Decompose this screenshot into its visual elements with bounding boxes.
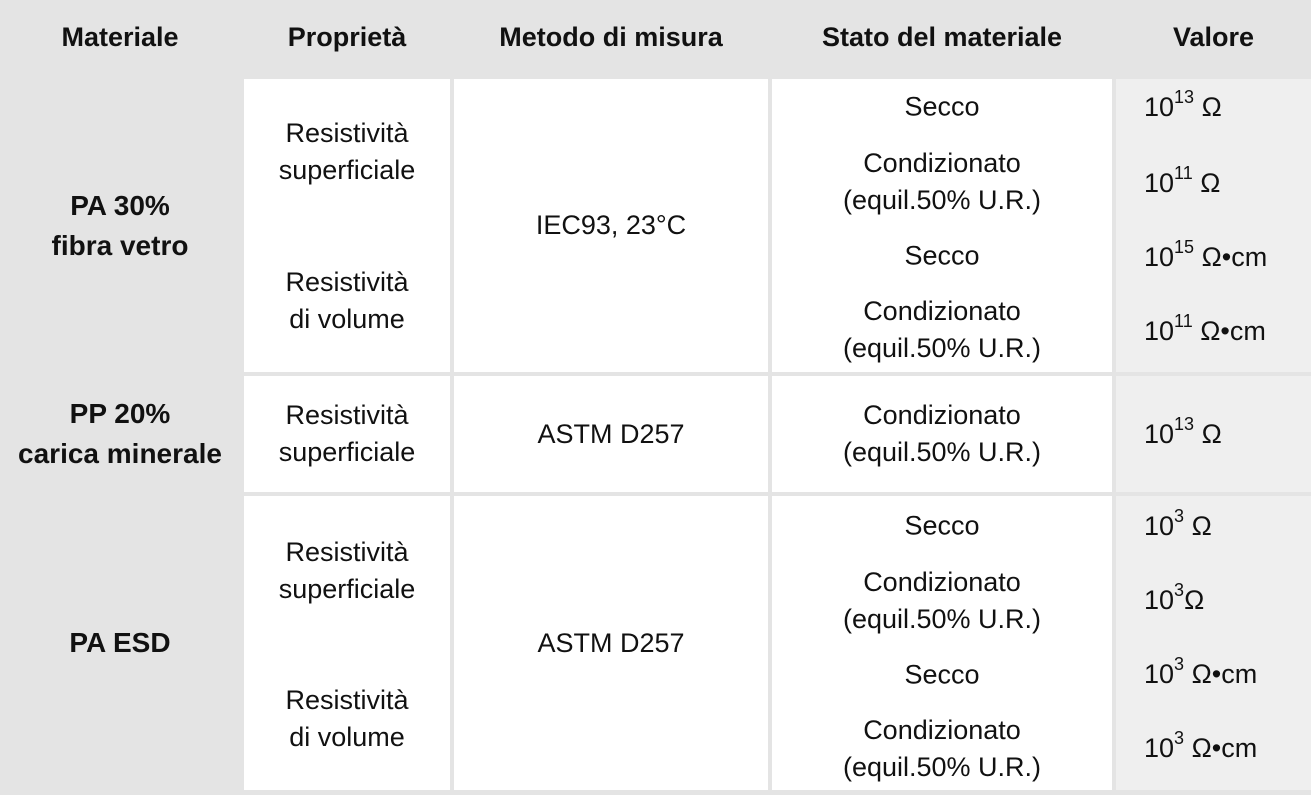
material-line: PP 20% (69, 398, 171, 429)
state-item (772, 293, 1112, 367)
property-line: di volume (289, 304, 405, 334)
property-line: Resistività (285, 267, 409, 297)
state-line: (equil.50% U.R.) (842, 333, 1042, 363)
state-line: Secco (904, 510, 980, 541)
state-item (772, 712, 1112, 786)
value-item: $10^3\Omega$ (1144, 580, 1205, 615)
material-line: PA 30% (70, 189, 170, 221)
material-cell (0, 496, 240, 790)
property-item (244, 534, 450, 608)
material-line: carica minerale (18, 438, 222, 469)
state-item (772, 508, 1112, 545)
state-item (772, 89, 1112, 126)
property-cell (244, 496, 450, 790)
property-line: di volume (289, 722, 405, 752)
property-cell (244, 79, 450, 372)
property-item (244, 682, 450, 756)
property-line: Resistività (285, 685, 409, 715)
state-line: Secco (904, 659, 980, 690)
header-metodo: Metodo di misura (454, 0, 768, 75)
state-line: Condizionato (863, 148, 1021, 178)
value-cell (1116, 376, 1311, 492)
value-item: $10^{11}$ Ω•cm (1144, 311, 1266, 346)
method-cell: ASTM D257 (454, 496, 768, 790)
header-materiale: Materiale (0, 0, 240, 75)
property-item (244, 264, 450, 338)
state-item (772, 564, 1112, 638)
material-cell (0, 79, 240, 372)
value-item: $10^3$ Ω (1144, 506, 1212, 541)
state-item (772, 657, 1112, 694)
header-valore: Valore (1116, 0, 1311, 75)
state-line: Condizionato (863, 567, 1021, 597)
state-line: (equil.50% U.R.) (842, 604, 1042, 634)
state-line: (equil.50% U.R.) (842, 185, 1042, 215)
state-item (772, 145, 1112, 219)
value-item: $10^3$ Ω•cm (1144, 654, 1258, 689)
property-item (244, 115, 450, 189)
method-cell: IEC93, 23°C (454, 79, 768, 372)
material-line: fibra vetro (51, 229, 189, 261)
value-item: $10^3$ Ω•cm (1144, 728, 1258, 763)
property-cell (244, 376, 450, 492)
state-line: (equil.50% U.R.) (842, 752, 1042, 782)
state-line: Condizionato (863, 715, 1021, 745)
value-cell (1116, 496, 1311, 790)
property-line: superficiale (278, 155, 416, 185)
material-line: PA ESD (69, 627, 171, 658)
property-line: superficiale (278, 437, 416, 467)
property-line: Resistività (285, 400, 409, 430)
state-cell (772, 79, 1112, 372)
state-cell (772, 376, 1112, 492)
value-cell (1116, 79, 1311, 372)
state-item (772, 238, 1112, 275)
value-item: $10^{13}$ Ω (1144, 87, 1222, 122)
property-line: superficiale (278, 574, 416, 604)
value-item: $10^{15}$ Ω•cm (1144, 237, 1268, 272)
property-line: Resistività (285, 118, 409, 148)
method-cell: ASTM D257 (454, 376, 768, 492)
value-item: $10^{11}$ Ω (1144, 163, 1221, 198)
state-line: (equil.50% U.R.) (842, 437, 1042, 467)
state-cell (772, 496, 1112, 790)
header-proprieta: Proprietà (244, 0, 450, 75)
value-item: $10^{13}$ Ω (1144, 414, 1222, 449)
header-stato: Stato del materiale (772, 0, 1112, 75)
state-line: Secco (904, 91, 980, 122)
state-line: Secco (904, 240, 980, 271)
material-cell (0, 376, 240, 492)
state-line: Condizionato (863, 400, 1021, 430)
state-line: Condizionato (863, 296, 1021, 326)
property-line: Resistività (285, 537, 409, 567)
